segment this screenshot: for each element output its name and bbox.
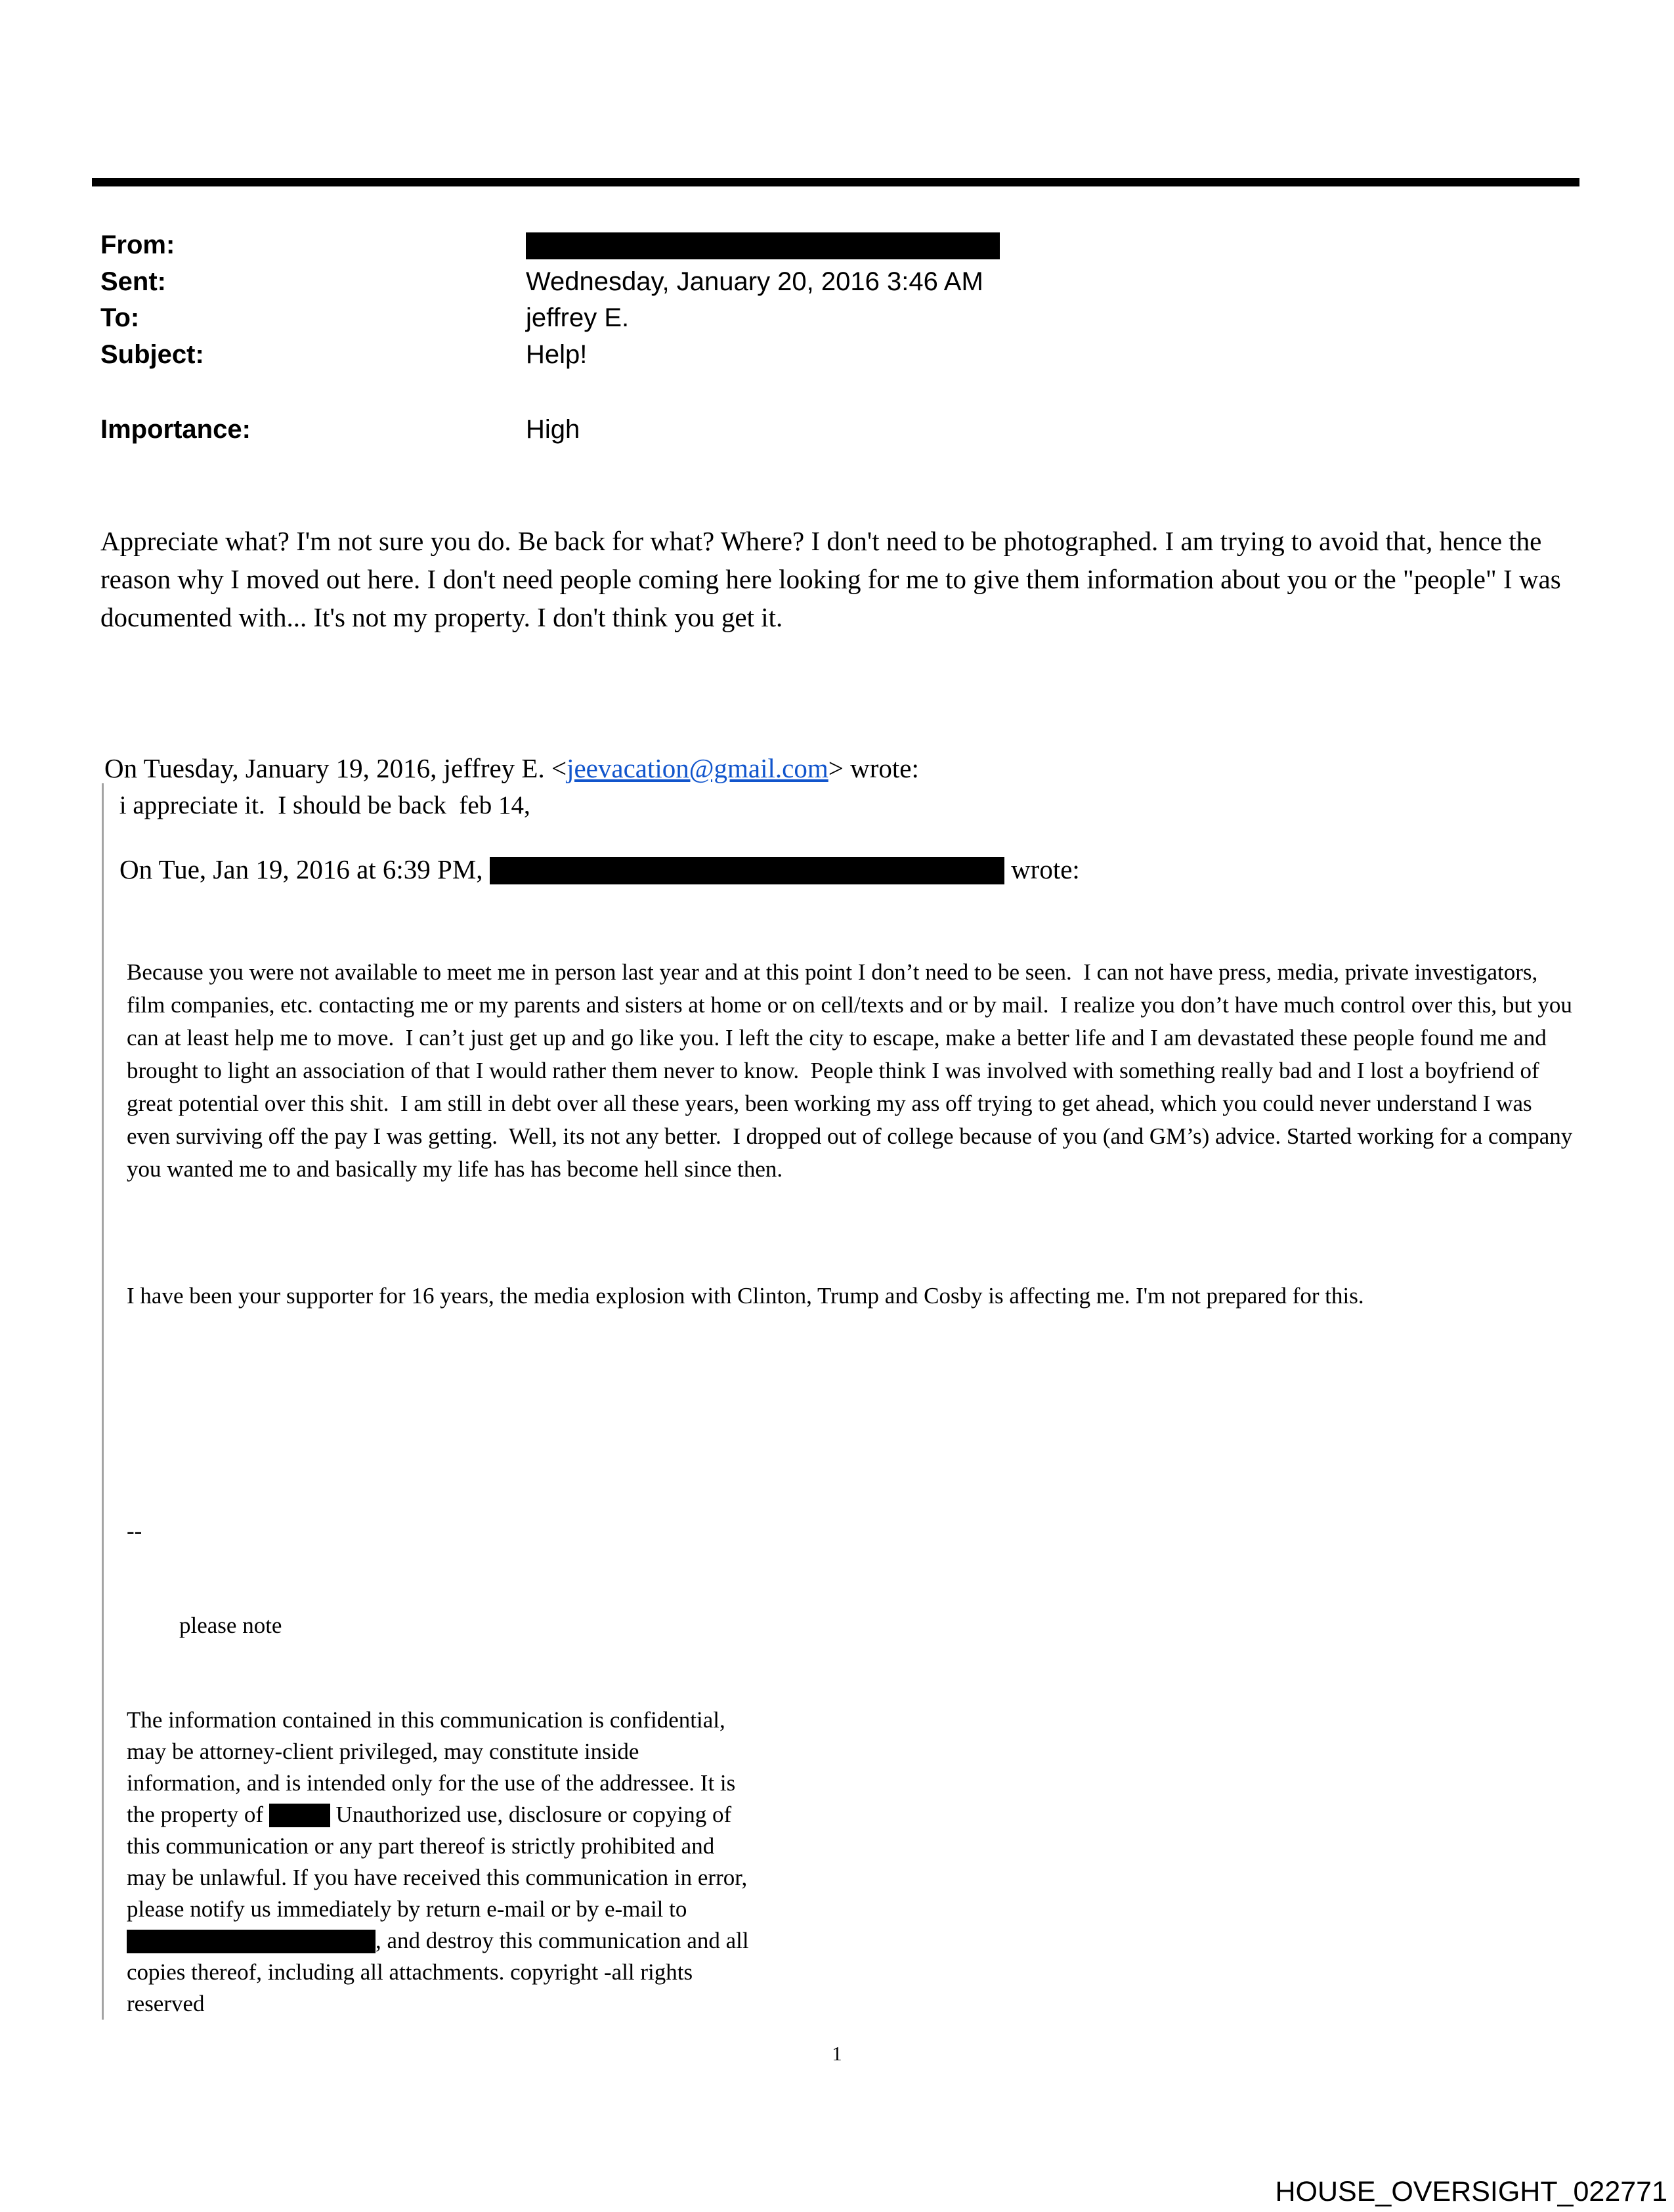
redaction-bar	[490, 857, 1004, 884]
email-address-link[interactable]: jeevacation@gmail.com	[567, 753, 828, 783]
redaction-bar	[127, 1930, 376, 1953]
text-segment: , and destroy this communication and all copies thereof, including all attachments. copyright -all rights reserved	[127, 1928, 755, 2016]
quote2-paragraph-1: Because you were not available to meet me in person last year and at this point I don’t need to be seen. I can not have press, media, private investigators, film companies, etc. contacting me or my parents and sisters at home or on cell/texts and or by mail. I realize you don’t have much control over this, but you can at least help me to move. I can’t just get up and go like you. I left the city to escape, make a better life and I am devastated these people found me and brought to light an association of that I would rather them never to know. People think I was involved with something really bad and I lost a boyfriend of great potential over this shit. I am still in debt over all these years, been working my ass off trying to get ahead, which you could never understand I was even surviving off the pay I was getting. Well, its not any better. I dropped out of college because of you (and GM’s) advice. Started working for a company you wanted me to and basically my life has has become hell since then.	[127, 959, 1578, 1182]
text-segment: > wrote:	[828, 753, 919, 783]
quoted-message-block	[102, 783, 1612, 2020]
redaction-bar	[526, 232, 1000, 259]
quote2-body	[127, 890, 1581, 2148]
sent-value: Wednesday, January 20, 2016 3:46 AM	[526, 267, 983, 296]
subject-value: Help!	[526, 340, 588, 369]
text-segment: On Tuesday, January 19, 2016, jeffrey E. <	[104, 753, 567, 783]
signature-note-label: please note	[179, 1613, 282, 1638]
header-row-importance	[0, 415, 1674, 448]
signature-separator: --	[127, 1518, 142, 1544]
from-value-redacted	[526, 230, 1000, 260]
signature-disclaimer	[127, 1704, 757, 2020]
sent-label: Sent:	[100, 267, 166, 296]
quote1-reply-text: i appreciate it. I should be back feb 14,	[113, 791, 530, 819]
page-number: 1	[832, 2042, 842, 2065]
importance-label: Importance:	[100, 415, 251, 444]
to-label: To:	[100, 303, 140, 332]
email-body-paragraph: Appreciate what? I'm not sure you do. Be back for what? Where? I don't need to be photographed. I am trying to avoid that, hence the reason why I moved out here. I don't need people coming here looking for me to give them information about you or the "people" I was documented with... It's not my property. I don't think you get it.	[100, 526, 1568, 632]
subject-label: Subject:	[100, 340, 204, 369]
header-divider	[92, 178, 1579, 186]
importance-value: High	[526, 415, 580, 444]
header-row-sent	[0, 267, 1674, 300]
header-row-to	[0, 303, 1674, 336]
header-row-subject	[0, 340, 1674, 373]
document-id-stamp: HOUSE_OVERSIGHT_022771	[1275, 2176, 1667, 2207]
to-value: jeffrey E.	[526, 303, 630, 332]
quote2-paragraph-2: I have been your supporter for 16 years, the media explosion with Clinton, Trump and Cosby is affecting me. I'm not prepared for this.	[127, 1283, 1364, 1309]
quote2-intro-line	[119, 853, 1612, 886]
text-segment: Unauthorized use, disclosure or copying of this communication or any part thereof is strictly prohibited and may be unlawful. If you have received this communication in error, please notify us immediately by return e-mail or by e-mail to	[127, 1802, 753, 1922]
text-segment: The information contained in this communication is confidential, may be attorney-client privileged, may constitute inside information, and is intended only for the use of the addressee. It is the property of	[127, 1707, 742, 1827]
text-segment: wrote:	[1004, 854, 1080, 884]
signature-block	[127, 1452, 757, 2083]
redaction-bar	[269, 1804, 330, 1827]
header-row-from	[0, 230, 1674, 263]
text-segment: On Tue, Jan 19, 2016 at 6:39 PM,	[119, 854, 490, 884]
quote1-intro-line	[104, 749, 1614, 787]
from-label: From:	[100, 230, 175, 259]
